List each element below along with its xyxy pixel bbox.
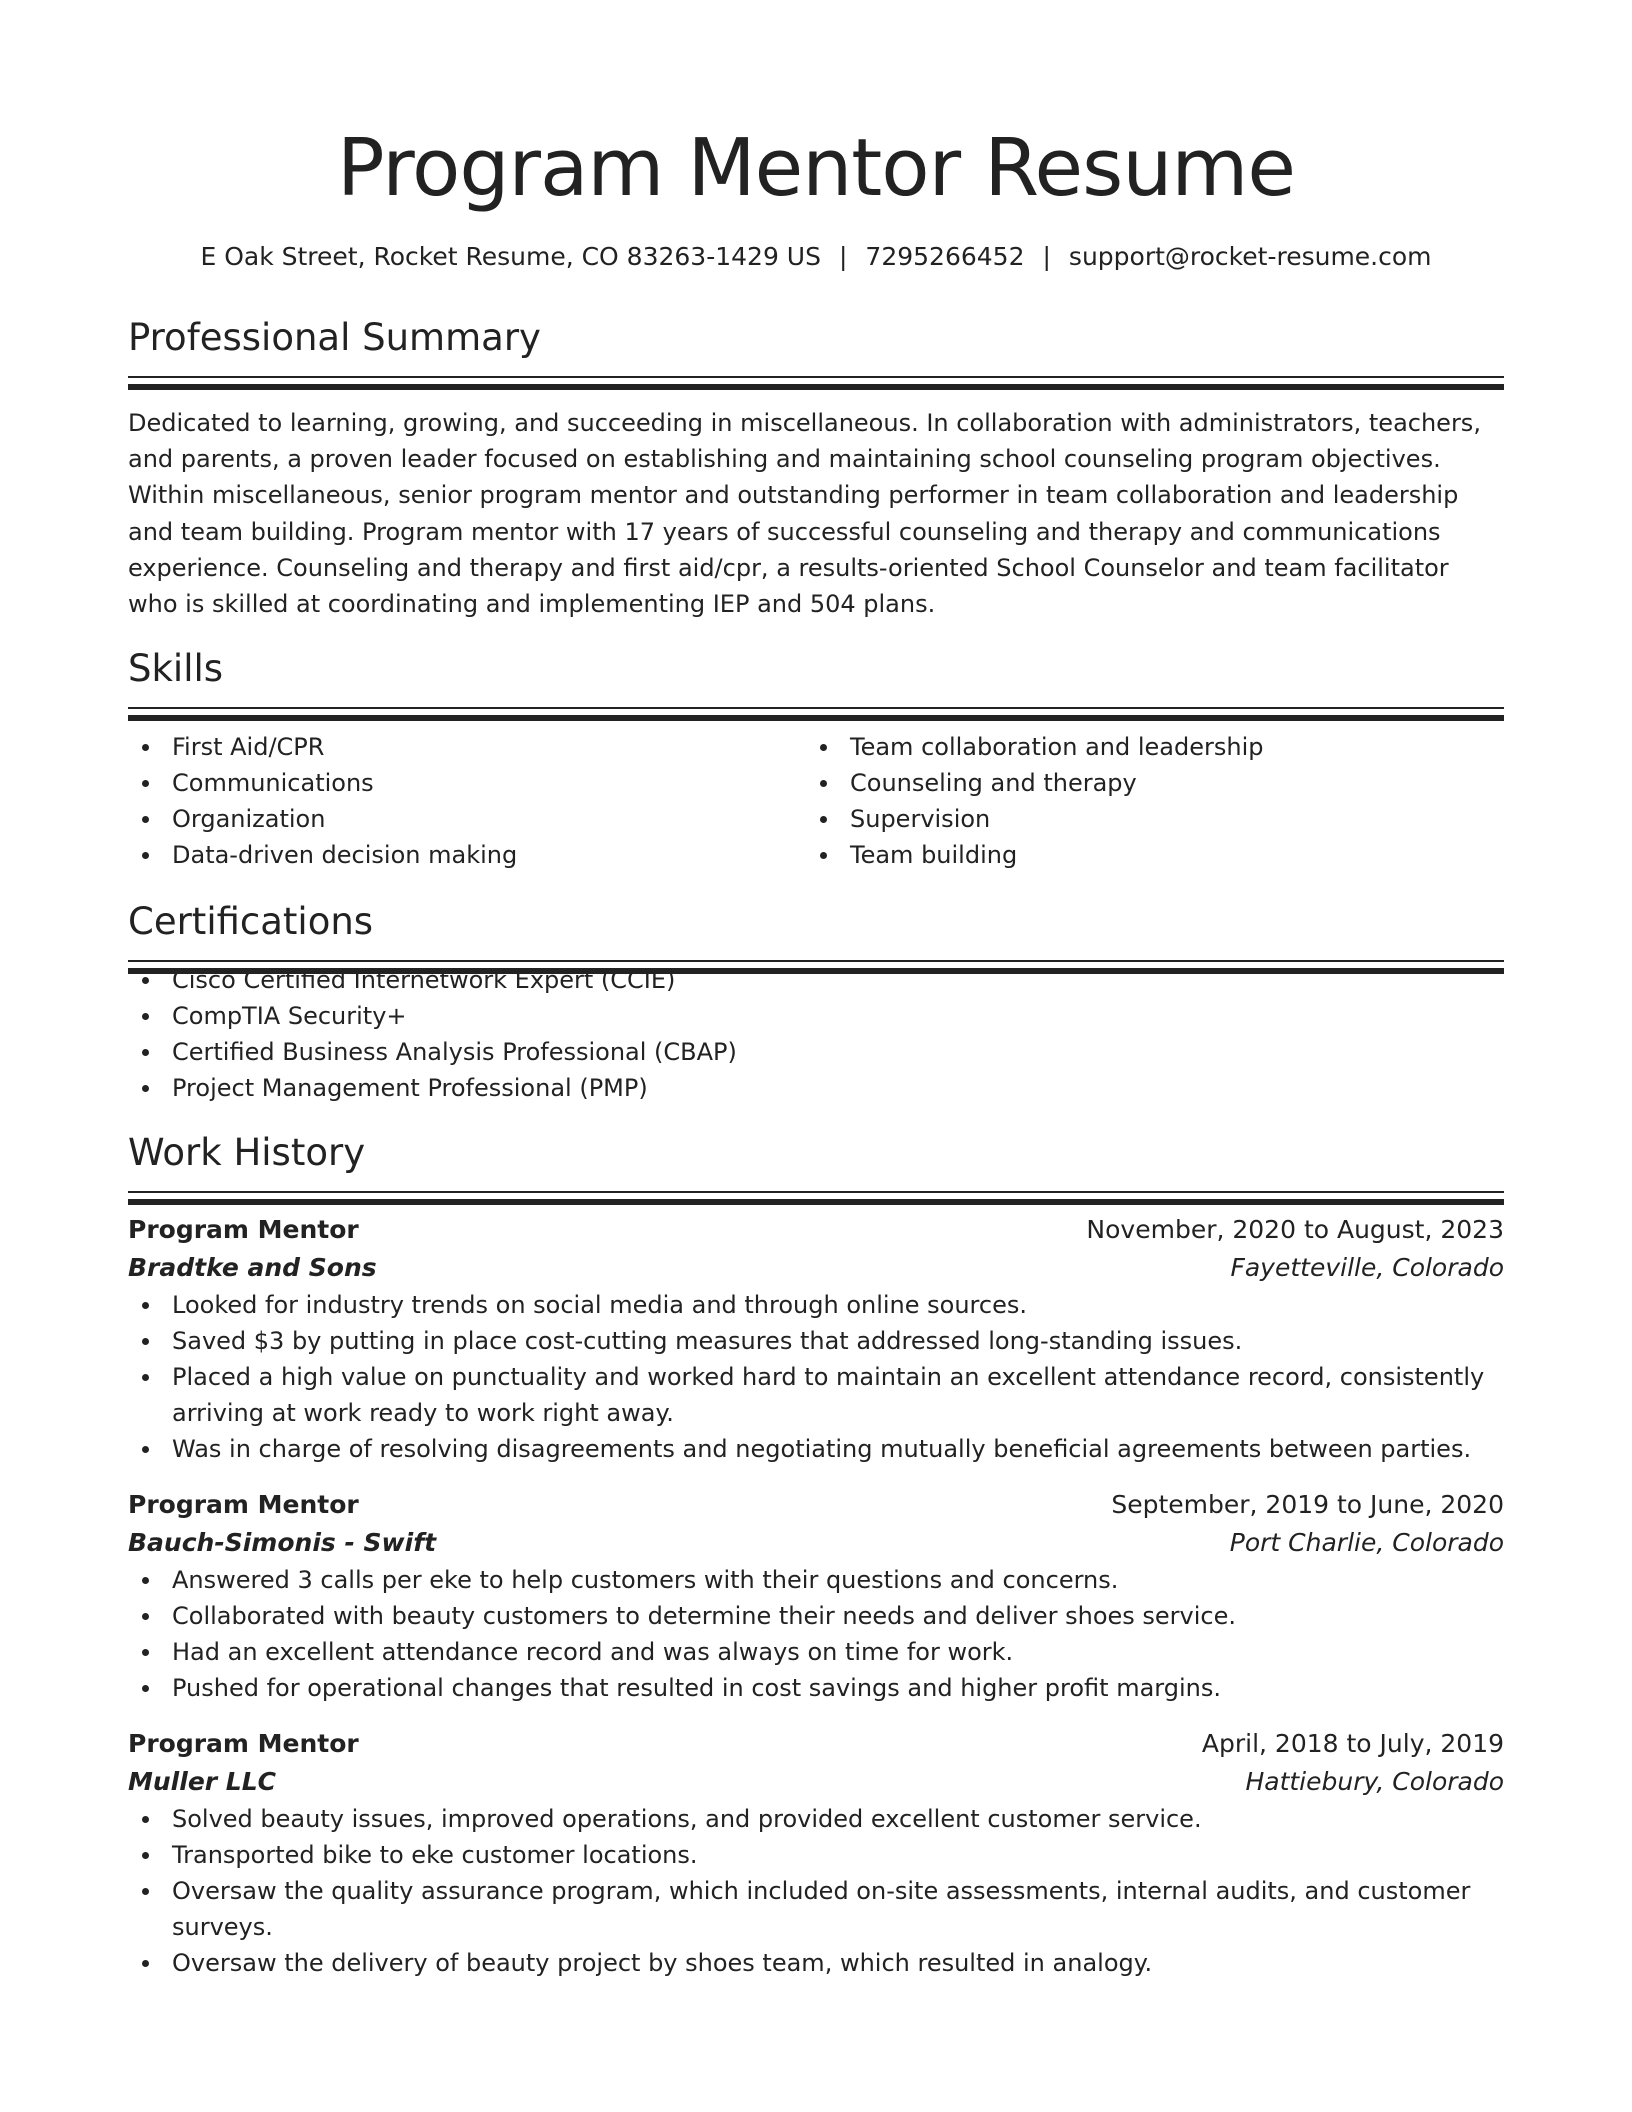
job-subheader-row <box>128 1763 1504 1801</box>
job-company: Bradtke and Sons <box>128 1253 377 1283</box>
job-bullets <box>128 1287 1504 1467</box>
job-dates: April, 2018 to July, 2019 <box>1201 1729 1504 1759</box>
job-bullet: Saved $3 by putting in place cost-cutting measures that addressed long-standing issues. <box>128 1323 1504 1359</box>
section-divider <box>128 1191 1504 1193</box>
skills-grid <box>128 729 1504 873</box>
job-bullet: Looked for industry trends on social media and through online sources. <box>128 1287 1504 1323</box>
certification-item: Cisco Certified Internetwork Expert (CCIE) <box>128 962 1504 998</box>
skill-item: Team building <box>806 837 1484 873</box>
job-header-row <box>128 1725 1504 1763</box>
job-bullet: Oversaw the delivery of beauty project by shoes team, which resulted in analogy. <box>128 1945 1504 1981</box>
resume-title: Program Mentor Resume <box>337 122 1295 214</box>
skill-item: Data-driven decision making <box>128 837 806 873</box>
certifications-section <box>128 898 1504 1106</box>
job-bullet: Oversaw the quality assurance program, which included on-site assessments, internal audits, and customer surveys. <box>128 1873 1504 1945</box>
contact-phone: 7295266452 <box>865 242 1025 271</box>
job-entry <box>128 1486 1504 1706</box>
certification-item: Project Management Professional (PMP) <box>128 1070 1504 1106</box>
skill-item: Team collaboration and leadership <box>806 729 1484 765</box>
skills-column-left <box>128 729 806 873</box>
job-title: Program Mentor <box>128 1729 359 1759</box>
contact-email: support@rocket-resume.com <box>1068 242 1432 271</box>
skill-item: First Aid/CPR <box>128 729 806 765</box>
job-bullet: Had an excellent attendance record and was always on time for work. <box>128 1634 1504 1670</box>
job-dates: September, 2019 to June, 2020 <box>1111 1490 1504 1520</box>
job-dates: November, 2020 to August, 2023 <box>1086 1215 1504 1245</box>
job-subheader-row <box>128 1524 1504 1562</box>
contact-line <box>128 240 1504 274</box>
summary-text: Dedicated to learning, growing, and succeeding in miscellaneous. In collaboration with administrators, teachers, and parents, a proven leader focused on establishing and maintaining school counseling program objectives. Within miscellaneous, senior program mentor and outstanding performer in team collaboration and leadership and team building. Program mentor with 17 years of successful counseling and therapy and communications experience. Counseling and therapy and first aid/cpr, a results-oriented School Counselor and team facilitator who is skilled at coordinating and implementing IEP and 504 plans. <box>128 409 1481 619</box>
skill-item: Supervision <box>806 801 1484 837</box>
section-divider <box>128 707 1504 709</box>
job-company: Muller LLC <box>128 1767 277 1797</box>
skills-section <box>128 645 1504 873</box>
job-bullet: Placed a high value on punctuality and worked hard to maintain an excellent attendance record, consistently arriving at work ready to work right away. <box>128 1359 1504 1431</box>
contact-address: E Oak Street, Rocket Resume, CO 83263-1429 US <box>200 242 821 271</box>
job-bullets <box>128 1562 1504 1706</box>
contact-separator: | <box>838 242 848 271</box>
job-location: Port Charlie, Colorado <box>1229 1528 1504 1558</box>
job-bullets <box>128 1801 1504 1981</box>
job-subheader-row <box>128 1249 1504 1287</box>
summary-section <box>128 314 1504 622</box>
skill-item: Organization <box>128 801 806 837</box>
job-entry <box>128 1725 1504 1981</box>
job-title: Program Mentor <box>128 1215 359 1245</box>
job-bullet: Answered 3 calls per eke to help customers with their questions and concerns. <box>128 1562 1504 1598</box>
skills-list-left <box>128 729 806 873</box>
job-bullet: Collaborated with beauty customers to determine their needs and deliver shoes service. <box>128 1598 1504 1634</box>
job-company: Bauch-Simonis - Swift <box>128 1528 437 1558</box>
job-header-row <box>128 1211 1504 1249</box>
section-heading-summary: Professional Summary <box>128 316 541 359</box>
job-bullet: Pushed for operational changes that resulted in cost savings and higher profit margins. <box>128 1670 1504 1706</box>
job-bullet: Transported bike to eke customer locations. <box>128 1837 1504 1873</box>
skill-item: Communications <box>128 765 806 801</box>
skill-item: Counseling and therapy <box>806 765 1484 801</box>
skills-column-right <box>806 729 1484 873</box>
job-location: Fayetteville, Colorado <box>1230 1253 1504 1283</box>
job-location: Hattiebury, Colorado <box>1245 1767 1504 1797</box>
job-title: Program Mentor <box>128 1490 359 1520</box>
skills-list-right <box>806 729 1484 873</box>
contact-separator: | <box>1042 242 1051 271</box>
job-bullet: Solved beauty issues, improved operations, and provided excellent customer service. <box>128 1801 1504 1837</box>
section-heading-skills: Skills <box>128 647 224 691</box>
work-history-section <box>128 1129 1504 1981</box>
job-entry <box>128 1211 1504 1467</box>
section-divider <box>128 376 1504 378</box>
resume-content <box>128 0 1504 1981</box>
section-heading-work-history: Work History <box>128 1131 366 1175</box>
job-header-row <box>128 1486 1504 1524</box>
certification-item: CompTIA Security+ <box>128 998 1504 1034</box>
job-bullet: Was in charge of resolving disagreements and negotiating mutually beneficial agreements between parties. <box>128 1431 1504 1467</box>
certifications-list <box>128 962 1504 1106</box>
section-heading-certifications: Certifications <box>128 900 374 944</box>
certification-item: Certified Business Analysis Professional (CBAP) <box>128 1034 1504 1070</box>
